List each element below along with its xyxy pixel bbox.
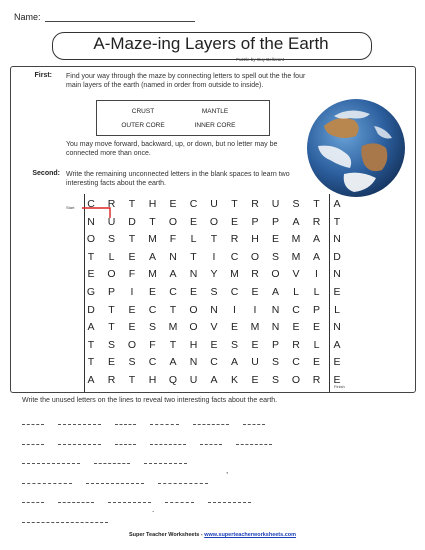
answer-blank[interactable]	[22, 424, 44, 425]
maze-letter: R	[107, 198, 116, 210]
maze-letter: E	[312, 356, 320, 369]
start-label: Start	[66, 205, 75, 210]
maze-letter: N	[333, 233, 341, 246]
answer-blank[interactable]	[150, 424, 179, 425]
maze-letter: H	[251, 233, 259, 246]
maze-letter: E	[189, 215, 197, 228]
maze-letter: S	[292, 198, 300, 210]
maze-letter: M	[250, 321, 260, 334]
maze-letter: T	[190, 250, 197, 263]
answer-blank[interactable]	[115, 444, 137, 445]
maze-letter: C	[189, 198, 198, 210]
maze-letter: P	[312, 303, 320, 316]
maze-letter: A	[87, 374, 95, 386]
maze-letter: T	[333, 215, 341, 228]
maze-letter: S	[210, 286, 218, 298]
footer-brand: Super Teacher Worksheets -	[128, 532, 205, 538]
maze-letter: A	[87, 321, 95, 334]
maze-letter: A	[312, 250, 320, 263]
maze-letter: P	[271, 215, 279, 228]
maze-letter: N	[333, 268, 341, 281]
maze-letter: O	[168, 215, 178, 228]
answer-blank[interactable]	[58, 424, 101, 425]
answer-blank[interactable]	[94, 463, 130, 464]
maze-letter: M	[291, 250, 301, 263]
maze-letter: N	[271, 303, 280, 316]
answer-blank[interactable]	[58, 502, 94, 503]
page-title: A-Maze-ing Layers of the Earth	[93, 34, 329, 53]
maze-letter: I	[315, 268, 318, 281]
maze-letter: R	[107, 374, 116, 386]
maze-letter: C	[169, 286, 177, 298]
maze-letter: R	[312, 215, 321, 228]
word-mantle: MANTLE	[201, 108, 229, 115]
answer-blank[interactable]	[200, 444, 222, 445]
maze-letter: E	[107, 356, 115, 369]
maze-letter: C	[87, 198, 95, 210]
maze-letter: I	[253, 303, 257, 316]
maze-letter: U	[107, 215, 116, 228]
answer-comma: ,	[226, 466, 229, 475]
second-label: Second:	[32, 170, 60, 177]
maze-letter: G	[86, 286, 96, 298]
maze-letter: N	[189, 268, 198, 281]
maze-letter: F	[169, 233, 177, 246]
maze-letter: N	[189, 356, 198, 369]
maze-letter: E	[292, 321, 300, 334]
maze-letter: E	[128, 250, 136, 263]
maze-letter: Q	[168, 374, 178, 386]
word-crust: CRUST	[131, 108, 155, 115]
maze-letter: N	[271, 321, 280, 334]
maze-letter: O	[209, 215, 219, 228]
maze-letter: T	[87, 250, 95, 263]
maze-letter: N	[87, 215, 95, 228]
maze-letter: M	[148, 268, 157, 281]
word-inner-core: INNER CORE	[194, 122, 236, 129]
maze-letter: O	[291, 374, 301, 386]
maze-letter: O	[107, 268, 116, 281]
answer-blank[interactable]	[22, 444, 44, 445]
maze-letter: N	[169, 250, 177, 263]
maze-letter: A	[333, 198, 341, 210]
answer-blank[interactable]	[115, 424, 137, 425]
maze-letter: L	[190, 233, 197, 246]
maze-letter: T	[149, 215, 156, 228]
footer-link[interactable]: www.superteacherworksheets.com	[204, 532, 297, 538]
maze-letter: T	[210, 233, 218, 246]
maze-letter: F	[149, 338, 156, 351]
answer-blank[interactable]	[150, 444, 186, 445]
maze-letter: V	[210, 321, 218, 334]
maze-letter: R	[292, 338, 300, 351]
maze-letter: E	[251, 286, 259, 298]
answer-blank[interactable]	[144, 463, 187, 464]
maze-letter: L	[108, 250, 115, 263]
name-label: Name:	[14, 12, 41, 22]
maze-letter: D	[87, 303, 95, 316]
maze-letter: C	[210, 356, 218, 369]
maze-letter: O	[127, 338, 137, 351]
maze-letter: F	[128, 268, 136, 281]
maze-letter: N	[210, 303, 218, 316]
maze-letter: L	[313, 286, 320, 298]
answer-blank[interactable]	[58, 444, 101, 445]
maze-letter: C	[148, 356, 157, 369]
maze-letter: M	[148, 233, 157, 246]
maze-letter: A	[210, 374, 218, 386]
maze-letter: E	[251, 374, 259, 386]
maze-letter: O	[189, 303, 198, 316]
maze-letter: K	[230, 374, 238, 386]
maze-letter: T	[313, 198, 320, 210]
maze-letter: O	[250, 250, 260, 263]
maze-letter: E	[210, 338, 218, 351]
maze-letter: V	[292, 268, 300, 281]
maze-letter: E	[189, 286, 197, 298]
answer-blank[interactable]	[158, 483, 208, 484]
maze-letter: R	[251, 198, 259, 210]
maze-letter: E	[87, 268, 95, 281]
maze-letter: S	[271, 250, 279, 263]
maze-letter: U	[251, 356, 259, 369]
maze-letter: O	[86, 233, 96, 246]
rule-text: You may move forward, backward, up, or down, but no letter may be connected more than once.	[66, 141, 278, 157]
maze-letter: P	[107, 286, 115, 298]
footer	[0, 532, 425, 538]
maze-letter: C	[148, 303, 157, 316]
maze-letter: E	[312, 321, 320, 334]
maze-letter: M	[291, 233, 301, 246]
maze-letter: H	[189, 338, 198, 351]
maze-letter: S	[107, 233, 115, 246]
maze-letter: H	[148, 198, 157, 210]
maze-letter: S	[230, 338, 238, 351]
first-label: First:	[34, 72, 52, 79]
maze-letter: T	[128, 233, 136, 246]
puzzle-credit: Puzzle by Guy Bellerant	[235, 57, 285, 62]
answer-blank[interactable]	[108, 502, 151, 503]
maze-letter: T	[108, 303, 115, 316]
maze-letter: I	[212, 250, 216, 263]
maze-letter: A	[169, 356, 177, 369]
word-outer-core: OUTER CORE	[121, 122, 165, 129]
maze-letter: I	[130, 286, 134, 298]
maze-letter: M	[230, 268, 239, 281]
first-instructions: Find your way through the maze by connecting letters to spell out the the four main layers of the earth (named in order from outside to inside).	[66, 73, 306, 89]
maze-letter: A	[271, 286, 279, 298]
maze-letter: E	[333, 286, 341, 298]
answer-blank[interactable]	[236, 444, 272, 445]
maze-letter: U	[210, 198, 218, 210]
maze-letter: E	[148, 286, 156, 298]
maze-letter: E	[128, 303, 136, 316]
maze-letter: S	[107, 338, 115, 351]
maze-letter: N	[333, 321, 341, 334]
answer-blank[interactable]	[243, 424, 265, 425]
maze-letter: A	[148, 250, 156, 263]
answer-period: .	[152, 505, 155, 514]
maze-letter: P	[271, 338, 279, 351]
maze-letter: I	[233, 303, 236, 316]
maze-letter: E	[271, 233, 279, 246]
maze-letter: C	[230, 286, 239, 298]
maze-letter: A	[169, 268, 177, 281]
maze-letter: R	[251, 268, 259, 281]
maze-letter: L	[334, 303, 340, 316]
maze-letter: T	[128, 198, 136, 210]
maze-letter: A	[230, 356, 238, 369]
maze-letter: O	[189, 321, 198, 334]
maze-letter: E	[169, 198, 177, 210]
maze-letter: O	[271, 268, 280, 281]
maze-letter: T	[87, 338, 95, 351]
answer-blank[interactable]	[22, 502, 44, 503]
maze-letter: C	[292, 303, 300, 316]
maze-letter: C	[292, 356, 300, 369]
finish-label: Finish	[334, 384, 345, 389]
maze-letter: E	[230, 215, 238, 228]
maze-letter: R	[312, 374, 321, 386]
maze-letter: A	[312, 233, 320, 246]
maze-letter: T	[169, 303, 177, 316]
maze-letter: C	[230, 250, 239, 263]
maze-letter: L	[313, 338, 320, 351]
maze-letter: S	[271, 374, 279, 386]
maze-letter: A	[333, 338, 341, 351]
maze-letter: E	[230, 321, 238, 334]
maze-letter: H	[148, 374, 157, 386]
maze-letter: T	[87, 356, 95, 369]
maze-letter: E	[333, 356, 341, 369]
maze-letter: U	[271, 198, 280, 210]
bottom-instructions: Write the unused letters on the lines to reveal two interesting facts about the earth.	[22, 397, 278, 404]
maze-letter: P	[251, 215, 259, 228]
maze-letter: S	[148, 321, 156, 334]
answer-blank[interactable]	[22, 522, 108, 523]
second-instructions: Write the remaining unconnected letters in the blank spaces to learn two interesting facts about the earth.	[66, 171, 290, 187]
maze-letter: T	[128, 374, 136, 386]
maze-letter: L	[293, 286, 299, 298]
maze-letter: E	[128, 321, 136, 334]
maze-letter: U	[189, 374, 198, 386]
maze-letter: S	[128, 356, 136, 369]
maze-letter: Y	[210, 268, 218, 281]
maze-letter: A	[292, 215, 300, 228]
maze-letter: S	[271, 356, 279, 369]
maze-letter: M	[168, 321, 178, 334]
maze-letter: E	[333, 374, 341, 386]
answer-blank[interactable]	[193, 424, 229, 425]
maze-letter: T	[108, 321, 115, 334]
maze-letter: T	[231, 198, 238, 210]
maze-letter: D	[333, 250, 341, 263]
answer-blank[interactable]	[86, 483, 144, 484]
answer-blank[interactable]	[22, 483, 72, 484]
answer-blank[interactable]	[165, 502, 194, 503]
maze-letter: E	[251, 338, 259, 351]
maze-letter: D	[128, 215, 136, 228]
answer-blank[interactable]	[22, 463, 80, 464]
answer-blank[interactable]	[208, 502, 251, 503]
maze-letter: R	[230, 233, 239, 246]
maze-letter: T	[169, 338, 177, 351]
